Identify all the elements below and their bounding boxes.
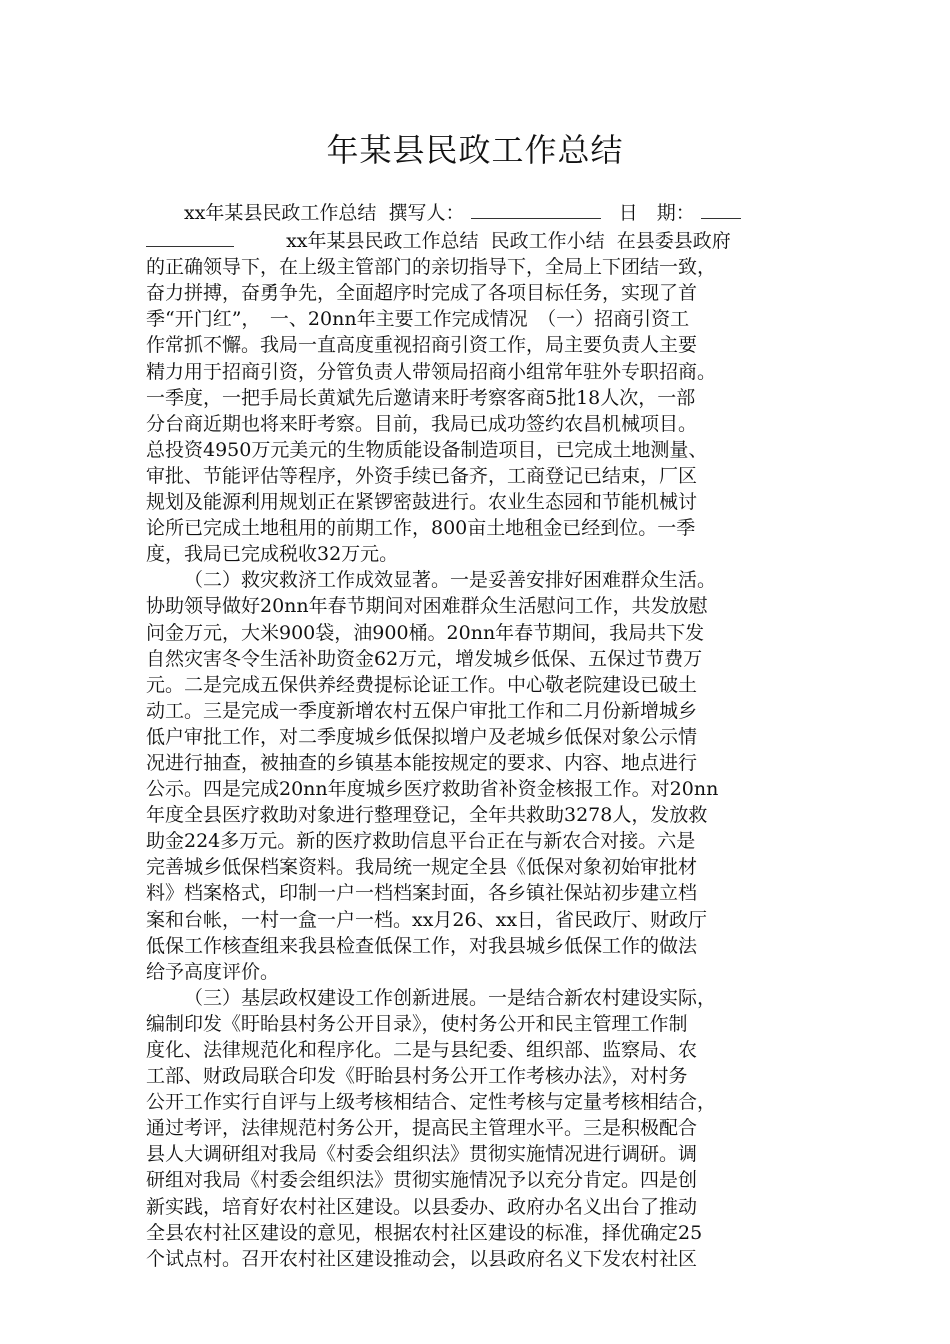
text-line: 年度全县医疗救助对象进行整理登记，全年共救助3278人，发放救 <box>146 804 708 827</box>
paragraph-1 <box>146 254 806 567</box>
text-line: 总投资4950万元美元的生物质能设备制造项目，已完成土地测量、 <box>146 438 708 461</box>
text-line: 自然灾害冬令生活补助资金62万元，增发城乡低保、五保过节费万 <box>146 647 703 670</box>
date-blank <box>701 198 741 219</box>
text-line: 案和台帐，一村一盒一户一档。xx月26、xx日，省民政厅、财政厅 <box>146 908 708 931</box>
text-line: 编制印发《盱眙县村务公开目录》，使村务公开和民主管理工作制 <box>146 1012 688 1035</box>
opening-text: 在县委县政府 <box>616 230 731 253</box>
subtitle-start: 民政工作小结 <box>490 230 605 253</box>
text-line: 规划及能源利用规划正在紧锣密鼓进行。农业生态园和节能机械讨 <box>146 491 698 514</box>
text-line: 问金万元，大米900袋，油900桶。20nn年春节期间，我局共下发 <box>146 621 705 644</box>
paragraph-3 <box>146 985 806 1272</box>
text-line: 完善城乡低保档案资料。我局统一规定全县《低保对象初始审批材 <box>146 856 698 879</box>
text-line: 公示。四是完成20nn年度城乡医疗救助省补资金核报工作。对20nn <box>146 778 719 801</box>
author-label: 撰写人： <box>388 202 465 224</box>
text-line: 料》档案格式，印制一户一档档案封面，各乡镇社保站初步建立档 <box>146 882 698 905</box>
text-line: 通过考评，法律规范村务公开，提高民主管理水平。三是积极配合 <box>146 1117 698 1140</box>
text-line: 的正确领导下，在上级主管部门的亲切指导下，全局上下团结一致， <box>146 256 717 279</box>
text-line: 奋力拼搏，奋勇争先，全面超序时完成了各项目标任务，实现了首 <box>146 282 698 305</box>
text-line: 动工。三是完成一季度新增农村五保户审批工作和二月份新增城乡 <box>146 699 698 722</box>
text-line: 协助领导做好20nn年春节期间对困难群众生活慰问工作，共发放慰 <box>146 595 708 618</box>
text-line: 新实践，培育好农村社区建设。以县委办、政府办名义出台了推动 <box>146 1195 698 1218</box>
text-line: 元。二是完成五保供养经费提标论证工作。中心敬老院建设已破土 <box>146 673 698 696</box>
text-line: 分台商近期也将来盱考察。目前，我局已成功签约农昌机械项目。 <box>146 412 698 435</box>
header-line-1 <box>146 198 806 226</box>
repeat-title: xx年某县民政工作总结 <box>286 230 479 253</box>
text-line: 作常抓不懈。我局一直高度重视招商引资工作，局主要负责人主要 <box>146 334 698 357</box>
text-line: 公开工作实行自评与上级考核相结合、定性考核与定量考核相结合， <box>146 1091 717 1114</box>
text-line: 况进行抽查，被抽查的乡镇基本能按规定的要求、内容、地点进行 <box>146 751 698 774</box>
document-title: 年某县民政工作总结 <box>326 131 624 169</box>
text-line: 研组对我局《村委会组织法》贯彻实施情况予以充分肯定。四是创 <box>146 1169 698 1192</box>
text-line: 精力用于招商引资，分管负责人带领局招商小组常年驻外专职招商。 <box>146 360 717 383</box>
date-label: 日 期： <box>618 202 695 224</box>
text-line: 助金224多万元。新的医疗救助信息平台正在与新农合对接。六是 <box>146 830 696 853</box>
date-blank-continued <box>146 226 234 247</box>
text-line: 低户审批工作，对二季度城乡低保拟增户及老城乡低保对象公示情 <box>146 725 698 748</box>
header-paragraph <box>146 198 806 226</box>
text-line: 全县农村社区建设的意见，根据农村社区建设的标准，择优确定25 <box>146 1221 703 1244</box>
text-line: 个试点村。召开农村社区建设推动会，以县政府名义下发农村社区 <box>146 1247 698 1270</box>
text-line: 低保工作核查组来我县检查低保工作，对我县城乡低保工作的做法 <box>146 934 698 957</box>
document-body <box>146 198 806 1272</box>
text-line: 度，我局已完成税收32万元。 <box>146 543 399 566</box>
text-line: 论所已完成土地租用的前期工作，800亩土地租金已经到位。一季 <box>146 517 696 540</box>
text-line: 工部、财政局联合印发《盱眙县村务公开工作考核办法》，对村务 <box>146 1065 688 1088</box>
header-line-2 <box>146 226 806 254</box>
text-line: 审批、节能评估等程序，外资手续已备齐，工商登记已结束，厂区 <box>146 464 698 487</box>
text-line: （二）救灾救济工作成效显著。一是妥善安排好困难群众生活。 <box>184 569 717 592</box>
text-line: 给予高度评价。 <box>146 960 280 983</box>
author-blank <box>471 198 601 219</box>
text-line: 一季度，一把手局长黄斌先后邀请来盱考察客商5批18人次，一部 <box>146 386 696 409</box>
text-line: （三）基层政权建设工作创新进展。一是结合新农村建设实际， <box>184 986 717 1009</box>
text-line: 季“开门红”， 一、20nn年主要工作完成情况 （一）招商引资工 <box>146 308 690 331</box>
text-line: 县人大调研组对我局《村委会组织法》贯彻实施情况进行调研。调 <box>146 1143 698 1166</box>
doc-name: xx年某县民政工作总结 <box>184 202 377 224</box>
paragraph-2 <box>146 567 806 985</box>
text-line: 度化、法律规范化和程序化。二是与县纪委、组织部、监察局、农 <box>146 1039 698 1061</box>
